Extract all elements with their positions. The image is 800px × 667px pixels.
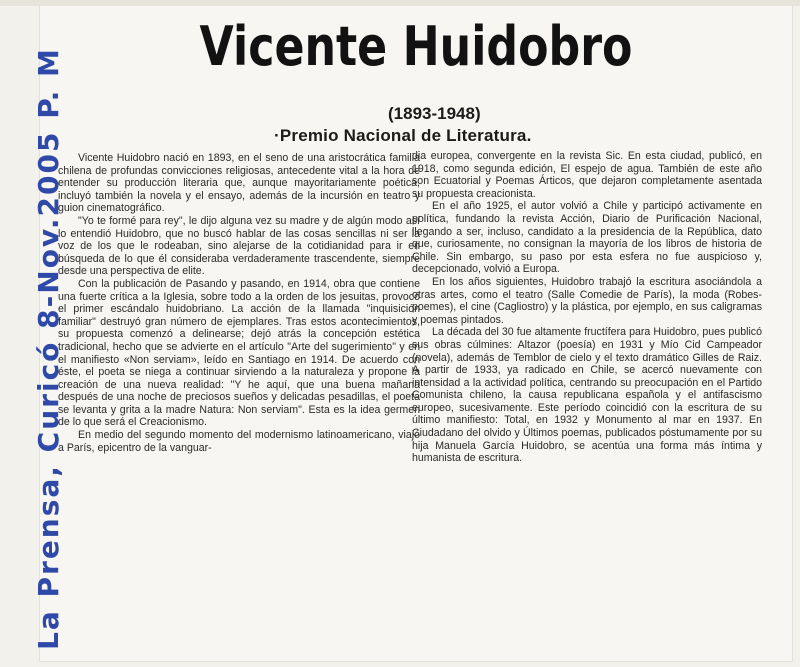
paragraph: La década del 30 fue altamente fructífera para Huidobro, pues publicó sus obras cúlmines: Altazor (poesía) en 1931 y Mío Cid Campeador (novela), además de Temblor de cielo y el texto dramático Gilles de Raiz. A partir de 1933, ya radicado en Chile, se acercó nuevamente con intensidad a la actividad política, centrando su preocupación en el Partido Comunista chileno, la causa republicana española y el antifascismo europeo, sucesivamente. Este período coincidió con la escritura de su último manifiesto: Total, en 1932 y Monumento al mar en 1937. En Ciudadano del olvido y Últimos poemas, publicados póstumamente por su hija Manuela García Huidobro, se acentúa una forma más íntima y humanista de escritura.: [412, 326, 762, 465]
article-subtitle: ·Premio Nacional de Literatura.: [274, 126, 532, 145]
paragraph: En medio del segundo momento del modernismo latinoamericano, viajó a París, epicentro de la vanguar-: [58, 429, 420, 454]
paragraph: "Yo te formé para rey", le dijo alguna vez su madre y de algún modo así lo entendió Huidobro, que no buscó hablar de las cosas sencillas ni ser la voz de los que le rodeaban, sino alejarse de la cotidianidad para ir en búsqueda de lo que él consideraba verdaderamente trascendente, siempre desde una perspectiva de elite.: [58, 214, 420, 278]
article-column-right: [412, 150, 762, 465]
article-title: Vicente Huidobro: [199, 15, 633, 78]
handwritten-note-text: La Prensa, Curicó 8-Nov.2005 P. M: [32, 47, 65, 650]
paragraph: En el año 1925, el autor volvió a Chile y participó activamente en política, fundando la revista Acción, Diario de Purificación Nacional, llegando a ser, incluso, candidato a la presidencia de la República, dato que, curiosamente, no consignan la mayoría de los libros de historia de Chile. Sin embargo, su paso por esta esfera no fue auspicioso y, decepcionado, volvió a Europa.: [412, 200, 762, 276]
paragraph: Vicente Huidobro nació en 1893, en el seno de una aristocrática familia chilena de profundas convicciones religiosas, antecedente vital a la hora de entender su producción literaria que, aunque mayoritariamente poética, incluyó también la novela y el ensayo, además de la incursión en teatro y guion cinematográfico.: [58, 152, 420, 215]
article-column-left: [58, 152, 420, 454]
paragraph: En los años siguientes, Huidobro trabajó la escritura asociándola a otras artes, como el teatro (Salle Comedie de París), la moda (Robes- poemes), el cine (Cagliostro) y la plástica, por ejemplo, en sus caligramas y poemas pintados.: [412, 275, 762, 326]
handwritten-note: [6, 47, 65, 650]
life-dates: (1893-1948): [388, 104, 481, 123]
paragraph: Con la publicación de Pasando y pasando, en 1914, obra que contiene una fuerte crítica a la Iglesia, sobre todo a la orden de los jesuitas, provocó el primer escándalo huidobriano. La acción de la llamada "inquisición familiar" destruyó gran número de ejemplares. Tras estos acontecimientos, su propuesta comenzó a delinearse; dejó atrás la concepción estética tradicional, hecho que se advierte en el artículo "Arte del sugerimiento" y en el manifiesto «Non serviam», leído en Santiago en 1914. De acuerdo con éste, el poeta se niega a continuar sirviendo a la naturaleza y propone la creación de una nueva realidad: "Y he aquí, que una buena mañana después de una noche de preciosos sueños y delicadas pesadillas, el poeta se levanta y grita a la madre Natura: Non serviam". Esta es la idea germen de lo que será el Creacionismo.: [58, 277, 420, 429]
paragraph: dia europea, convergente en la revista Sic. En esta ciudad, publicó, en 1918, como segunda edición, El espejo de agua. También de este año son Ecuatorial y Poemas Árticos, que dejaron completamente asentada su propuesta creacionista.: [412, 150, 762, 200]
